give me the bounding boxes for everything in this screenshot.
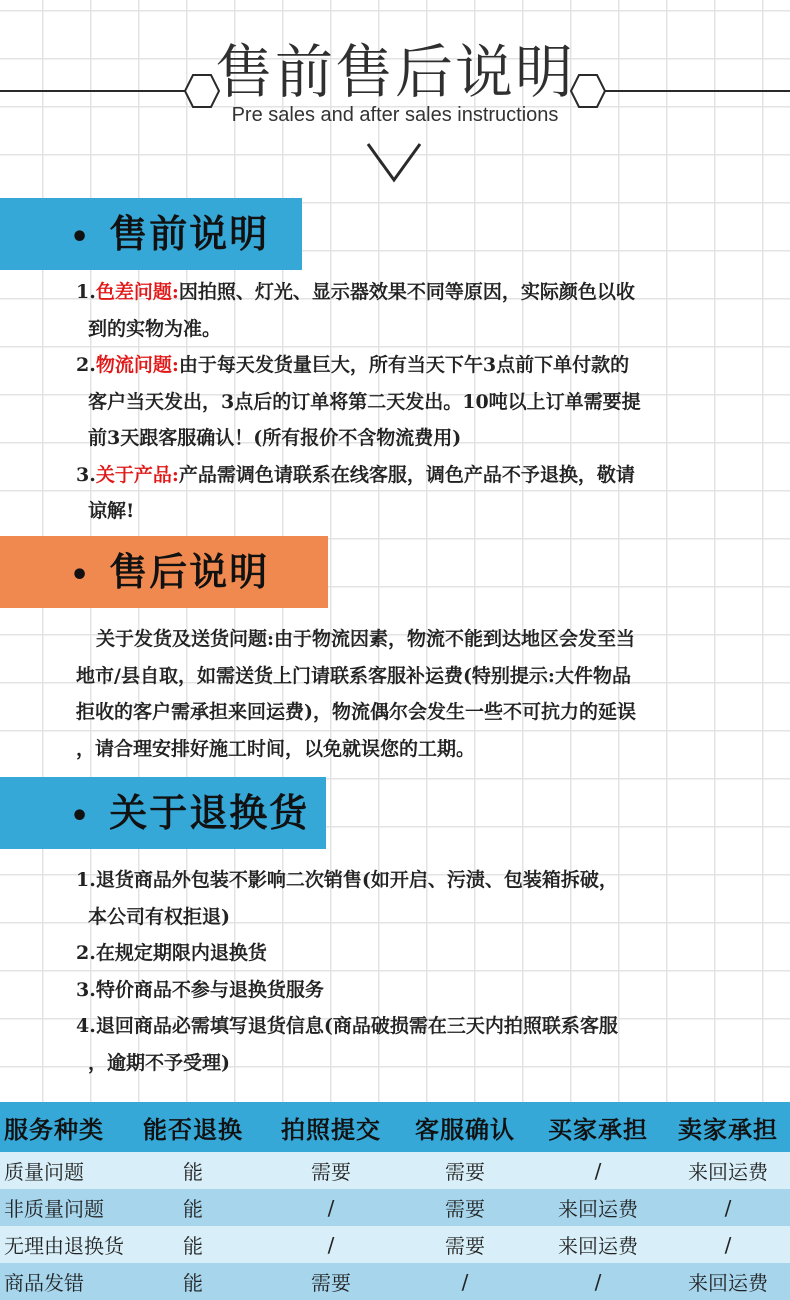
table-header-row [0, 1102, 790, 1152]
table-cell: 能 [124, 1226, 262, 1263]
list-item: 3.特价商品不参与退换货服务 [76, 978, 324, 1001]
list-item: 4.退回商品必需填写退货信息(商品破损需在三天内拍照联系客服 [76, 1015, 618, 1037]
table-cell: 质量问题 [0, 1152, 124, 1189]
table-cell: / [666, 1226, 790, 1263]
table-row [0, 1263, 790, 1300]
after-sale-heading: 售后说明 [109, 550, 270, 594]
page-title: 售前售后说明 [214, 38, 575, 106]
table-cell: 需要 [262, 1152, 400, 1189]
column-header: 客服确认 [400, 1102, 530, 1152]
list-item: 1.色差问题:因拍照、灯光、显示器效果不同等原因，实际颜色以收 [76, 281, 635, 303]
list-item: 2.物流问题:由于每天发货量巨大，所有当天下午3点前下单付款的 [76, 354, 630, 376]
bullet-icon: • [70, 220, 92, 255]
table-cell: 来回运费 [666, 1152, 790, 1189]
pre-sale-heading: 售前说明 [109, 212, 270, 256]
list-item: 1.退货商品外包装不影响二次销售(如开启、污渍、包装箱拆破， [76, 869, 618, 891]
after-sale-text: 关于发货及送货问题:由于物流因素，物流不能到达地区会发至当 地市/县自取，如需送货上门请联系客服补运费(特别提示:大件物品 拒收的客户需承担来回运费)，物流偶尔会发生一些不可抗力的延误 ，请合理安排好施工时间，以免就误您的工期。 [76, 628, 636, 760]
table-cell: 无理由退换货 [0, 1226, 124, 1263]
pre-sale-list: 1.色差问题:因拍照、灯光、显示器效果不同等原因，实际颜色以收 到的实物为准。 2.物流问题:由于每天发货量巨大，所有当天下午3点前下单付款的 客户当天发出，3点后的订单将第二天发出。10吨以上订单需要提 前3天跟客服确认！(所有报价不含物流费用) 3.关于产品:产品需调色请联系在线客服，调色产品不予退换，敬请 谅解! [76, 274, 706, 530]
table-cell: 能 [124, 1152, 262, 1189]
returns-banner [0, 777, 326, 849]
table-cell: 来回运费 [530, 1189, 666, 1226]
pre-sale-banner [0, 198, 302, 270]
item-label: 关于产品: [95, 463, 179, 486]
table-cell: 来回运费 [530, 1226, 666, 1263]
table-cell: 非质量问题 [0, 1189, 124, 1226]
table-cell: / [262, 1226, 400, 1263]
table-cell: 需要 [262, 1263, 400, 1300]
item-label: 色差问题: [95, 281, 179, 303]
table-cell: 能 [124, 1189, 262, 1226]
bullet-icon: • [70, 799, 92, 834]
table-cell: 能 [124, 1263, 262, 1300]
column-header: 拍照提交 [262, 1102, 400, 1152]
chevron-down-icon [364, 140, 424, 184]
table-row [0, 1152, 790, 1189]
table-cell: / [530, 1263, 666, 1300]
list-item: 2.在规定期限内退换货 [76, 942, 267, 964]
bullet-icon: • [70, 558, 92, 593]
item-label: 物流问题: [95, 354, 179, 376]
table-cell: / [262, 1189, 400, 1226]
column-header: 买家承担 [530, 1102, 666, 1152]
table-cell: 需要 [400, 1226, 530, 1263]
returns-policy-table [0, 1102, 790, 1300]
page-subtitle: Pre sales and after sales instructions [231, 104, 559, 126]
table-row [0, 1189, 790, 1226]
table-cell: / [400, 1263, 530, 1300]
table-row [0, 1226, 790, 1263]
column-header: 服务种类 [0, 1102, 124, 1152]
column-header: 能否退换 [124, 1102, 262, 1152]
returns-list: 1.退货商品外包装不影响二次销售(如开启、污渍、包装箱拆破， 本公司有权拒退) 2.在规定期限内退换货 3.特价商品不参与退换货服务 4.退回商品必需填写退货信息(商品破损需在三天内拍照联系客服 ，逾期不予受理) [76, 862, 706, 1081]
table-cell: 商品发错 [0, 1263, 124, 1300]
table-cell: / [530, 1152, 666, 1189]
table-cell: 需要 [400, 1189, 530, 1226]
table-cell: 来回运费 [666, 1263, 790, 1300]
list-item: 3.关于产品:产品需调色请联系在线客服，调色产品不予退换，敬请 [76, 463, 635, 486]
returns-heading: 关于退换货 [109, 791, 310, 835]
table-cell: / [666, 1189, 790, 1226]
column-header: 卖家承担 [666, 1102, 790, 1152]
table-cell: 需要 [400, 1152, 530, 1189]
after-sale-banner [0, 536, 328, 608]
